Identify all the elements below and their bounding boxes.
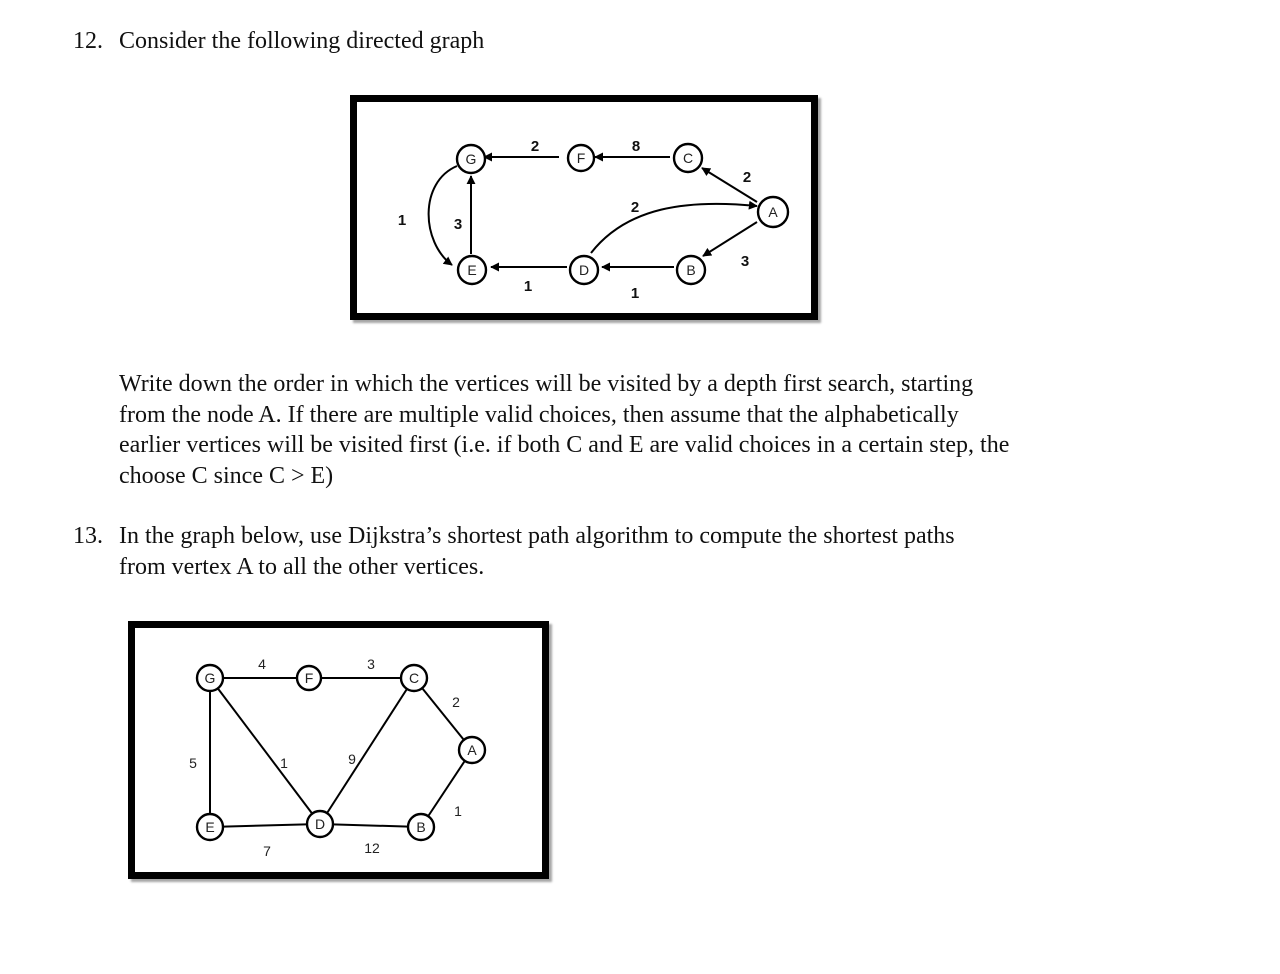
node-c [401,665,427,691]
weight-c-a: 2 [452,694,460,710]
svg-text:C: C [682,150,694,166]
node-d [570,256,598,284]
node-f [568,145,594,171]
svg-text:F: F [576,150,586,166]
node-g [457,145,485,173]
prompt-line: from vertex A to all the other vertices. [119,553,485,580]
svg-text:D: D [578,262,590,278]
weight-b-d: 1 [630,285,640,302]
undirected-graph-figure [128,621,549,879]
svg-text:B: B [416,819,426,835]
weight-g-e: 5 [189,755,197,771]
weight-d-a: 2 [630,199,640,216]
weight-a-c: 2 [742,169,752,186]
edge-c-d [320,678,414,824]
svg-text:F: F [304,670,314,686]
weight-e-g: 3 [453,216,463,233]
svg-text:E: E [467,262,477,278]
instruction-line: earlier vertices will be visited first (i.e. if both C and E are valid choices in a certain step, the [119,432,1010,458]
directed-graph-figure [350,95,818,320]
weight-d-b: 12 [364,840,380,856]
weight-g-d: 1 [280,755,288,771]
edge-e-d [210,824,320,827]
prompt-line: In the graph below, use Dijkstra’s shortest path algorithm to compute the shortest paths [119,523,955,549]
question-13-prompt [119,521,1179,582]
edge-a-b [703,222,757,256]
weight-g-f: 4 [258,656,266,672]
weight-d-e: 1 [523,278,533,295]
question-12-instructions [119,369,1179,491]
svg-text:B: B [686,262,696,278]
svg-text:G: G [465,151,477,167]
undirected-graph-svg [135,628,542,872]
node-f [297,666,321,690]
question-12-number: 12. [73,28,103,54]
node-e [197,814,223,840]
edge-d-b [320,824,421,827]
node-a [459,737,485,763]
weight-e-d: 7 [263,843,271,859]
directed-graph-svg [357,102,811,313]
edge-g-e [429,166,457,265]
weight-a-b: 3 [740,253,750,270]
edge-g-d [210,678,320,824]
node-b [408,814,434,840]
svg-text:A: A [768,204,778,220]
question-12-prompt: Consider the following directed graph [119,28,485,54]
svg-text:G: G [204,670,216,686]
svg-text:A: A [467,742,477,758]
instruction-line: Write down the order in which the vertices will be visited by a depth first search, starting [119,371,974,397]
edge-d-a [591,204,757,253]
node-c [674,144,702,172]
instruction-line: from the node A. If there are multiple valid choices, then assume that the alphabetically [119,401,959,428]
node-b [677,256,705,284]
instruction-line: choose C since C > E) [119,462,334,489]
weight-f-g: 2 [530,138,540,155]
question-13-number: 13. [73,523,103,549]
svg-text:D: D [314,816,326,832]
svg-text:C: C [408,670,420,686]
weight-a-b: 1 [454,803,462,819]
node-d [307,811,333,837]
weight-g-e: 1 [397,212,407,229]
node-a [758,197,788,227]
node-g [197,665,223,691]
weight-c-f: 8 [631,138,641,155]
weight-f-c: 3 [367,656,375,672]
node-e [458,256,486,284]
svg-text:E: E [205,819,215,835]
weight-c-d: 9 [348,751,356,767]
